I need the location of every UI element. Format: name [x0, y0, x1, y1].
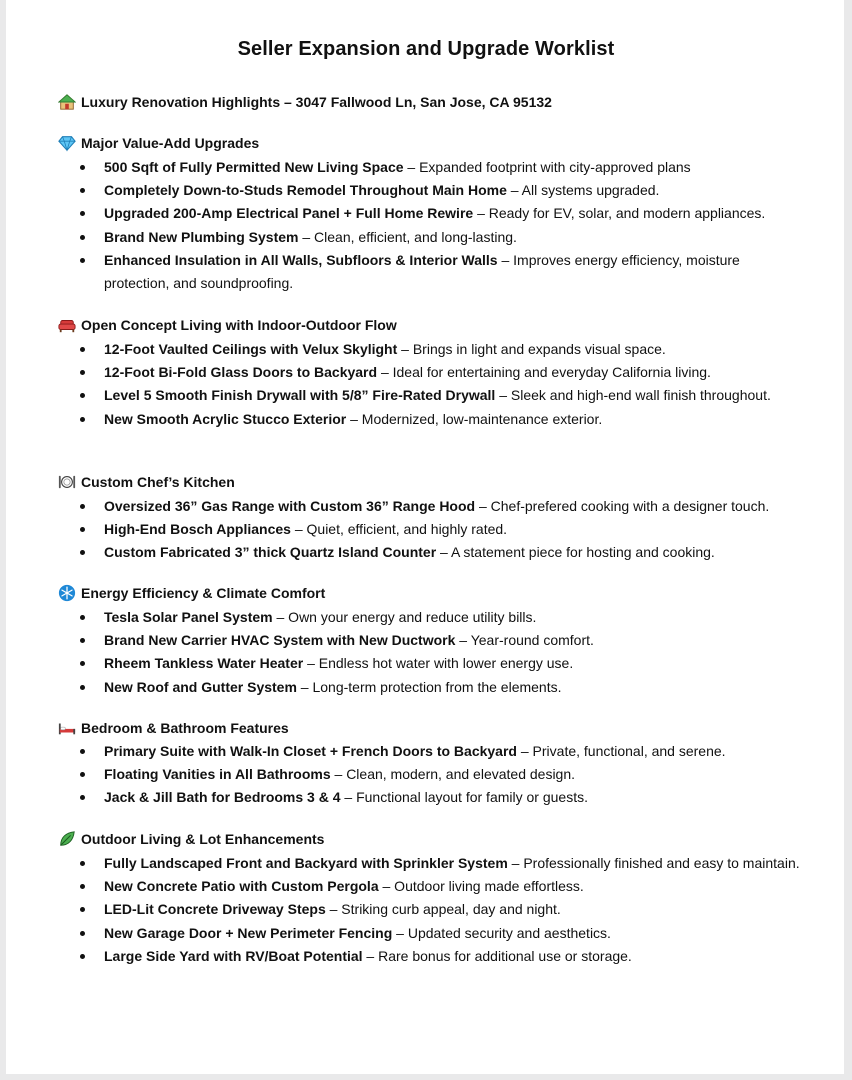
- item-text: – Quiet, efficient, and highly rated.: [290, 521, 508, 538]
- page-title: Seller Expansion and Upgrade Worklist: [237, 38, 615, 60]
- item-bold: Jack & Jill Bath for Bedrooms 3 & 4: [104, 789, 341, 806]
- item-bold: Fully Landscaped Front and Backyard with Sprinkler System: [104, 855, 508, 871]
- list-item: [0, 408, 804, 431]
- item-bold: New Smooth Acrylic Stucco Exterior: [104, 410, 347, 427]
- list-item: [0, 495, 804, 518]
- item-text: – All systems upgraded.: [506, 182, 660, 199]
- item-text: – Endless hot water with lower energy use.: [303, 655, 574, 672]
- section-list-outdoor-living: [0, 852, 804, 968]
- item-text: – Modernized, low-maintenance exterior.: [346, 410, 603, 427]
- gem-icon: [57, 133, 77, 153]
- property-heading: [57, 92, 552, 112]
- item-bold: Level 5 Smooth Finish Drywall with 5/8” Fire-Rated Drywall: [104, 387, 496, 404]
- item-bold: High-End Bosch Appliances: [104, 521, 291, 538]
- list-item: [0, 541, 804, 564]
- item-bold: New Concrete Patio with Custom Pergola: [104, 878, 379, 895]
- item-text: – Updated security and aesthetics.: [392, 924, 611, 941]
- item-text: – Ideal for entertaining and everyday California living.: [377, 364, 711, 381]
- item-bold: Rheem Tankless Water Heater: [104, 655, 304, 672]
- item-text: – Long-term protection from the elements.: [296, 678, 562, 695]
- list-item: [0, 922, 804, 945]
- item-bold: New Roof and Gutter System: [104, 678, 297, 695]
- section-heading-chefs-kitchen: [57, 472, 235, 492]
- section-heading-bedroom-bathroom: [57, 718, 289, 738]
- list-item: [0, 338, 804, 361]
- item-text: – Chef-prefered cooking with a designer touch.: [475, 498, 770, 514]
- list-item: [0, 384, 804, 407]
- bed-icon: [57, 718, 77, 738]
- section-list-chefs-kitchen: [0, 495, 804, 565]
- item-bold: Oversized 36” Gas Range with Custom 36” Range Hood: [104, 498, 476, 514]
- list-item: [0, 156, 804, 179]
- item-text: – Striking curb appeal, day and night.: [325, 901, 561, 918]
- list-item: [0, 875, 804, 898]
- item-bold: Enhanced Insulation in All Walls, Subfloors & Interior Walls: [104, 251, 498, 268]
- plate-icon: [57, 472, 77, 492]
- leaf-icon: [57, 829, 77, 849]
- couch-icon: [57, 315, 77, 335]
- section-list-energy-efficiency: [0, 606, 804, 699]
- property-heading-text: Luxury Renovation Highlights – 3047 Fallwood Ln, San Jose, CA 95132: [81, 94, 552, 110]
- list-item: [0, 606, 804, 629]
- list-item: [0, 226, 804, 249]
- item-bold: Tesla Solar Panel System: [104, 609, 273, 625]
- item-text: – Own your energy and reduce utility bills.: [272, 609, 537, 625]
- snowflake-icon: [57, 583, 77, 603]
- item-text: – Rare bonus for additional use or storage.: [362, 947, 632, 964]
- list-item: [0, 676, 804, 699]
- list-item: [0, 202, 804, 225]
- list-item: [0, 249, 804, 295]
- list-item: [0, 740, 804, 763]
- item-bold: 12-Foot Bi-Fold Glass Doors to Backyard: [104, 364, 378, 381]
- section-title: Major Value-Add Upgrades: [81, 135, 260, 151]
- house-icon: [57, 92, 77, 112]
- list-item: [0, 945, 804, 968]
- item-bold: Brand New Plumbing System: [104, 228, 299, 245]
- section-heading-outdoor-living: [57, 829, 324, 849]
- item-bold: Brand New Carrier HVAC System with New Ductwork: [104, 632, 456, 649]
- item-bold: New Garage Door + New Perimeter Fencing: [104, 924, 393, 941]
- item-bold: Large Side Yard with RV/Boat Potential: [104, 947, 363, 964]
- item-text: – Clean, modern, and elevated design.: [330, 766, 576, 783]
- section-title: Outdoor Living & Lot Enhancements: [81, 831, 325, 847]
- item-text: – Functional layout for family or guests.: [340, 789, 588, 806]
- item-text: – Outdoor living made effortless.: [378, 878, 584, 895]
- item-bold: Completely Down-to-Studs Remodel Throughout Main Home: [104, 182, 507, 199]
- section-title: Energy Efficiency & Climate Comfort: [81, 585, 326, 601]
- item-text: – Sleek and high-end wall finish throughout.: [495, 387, 771, 404]
- item-text: – Professionally finished and easy to maintain.: [507, 855, 800, 871]
- list-item: [0, 361, 804, 384]
- item-text: – A statement piece for hosting and cooking.: [436, 544, 715, 561]
- item-text: – Private, functional, and serene.: [516, 743, 726, 759]
- list-item: [0, 629, 804, 652]
- section-heading-major-upgrades: [57, 133, 259, 153]
- list-item: [0, 518, 804, 541]
- item-text: – Ready for EV, solar, and modern appliances.: [473, 205, 766, 222]
- section-title: Open Concept Living with Indoor-Outdoor Flow: [81, 317, 397, 333]
- section-list-major-upgrades: [0, 156, 804, 295]
- item-text: – Brings in light and expands visual space.: [397, 341, 666, 357]
- item-bold: Floating Vanities in All Bathrooms: [104, 766, 331, 783]
- item-bold: Primary Suite with Walk-In Closet + French Doors to Backyard: [104, 743, 517, 759]
- section-title: Custom Chef’s Kitchen: [81, 474, 235, 490]
- section-heading-open-concept: [57, 315, 397, 335]
- item-bold: Custom Fabricated 3” thick Quartz Island Counter: [104, 544, 437, 561]
- item-bold: Upgraded 200-Amp Electrical Panel + Full Home Rewire: [104, 205, 474, 222]
- item-bold: 500 Sqft of Fully Permitted New Living Space: [104, 159, 404, 175]
- list-item: [0, 652, 804, 675]
- item-text: – Clean, efficient, and long-lasting.: [298, 228, 517, 245]
- section-list-open-concept: [0, 338, 804, 431]
- item-bold: LED-Lit Concrete Driveway Steps: [104, 901, 326, 918]
- item-text: – Expanded footprint with city-approved plans: [403, 159, 691, 175]
- list-item: [0, 898, 804, 921]
- section-heading-energy-efficiency: [57, 583, 325, 603]
- section-title: Bedroom & Bathroom Features: [81, 720, 289, 736]
- list-item: [0, 786, 804, 809]
- item-text: – Improves energy efficiency, moisture protection, and soundproofing.: [104, 251, 740, 292]
- list-item: [0, 179, 804, 202]
- list-item: [0, 763, 804, 786]
- section-list-bedroom-bathroom: [0, 740, 804, 810]
- list-item: [0, 852, 804, 875]
- item-text: – Year-round comfort.: [455, 632, 594, 649]
- item-bold: 12-Foot Vaulted Ceilings with Velux Skylight: [104, 341, 398, 357]
